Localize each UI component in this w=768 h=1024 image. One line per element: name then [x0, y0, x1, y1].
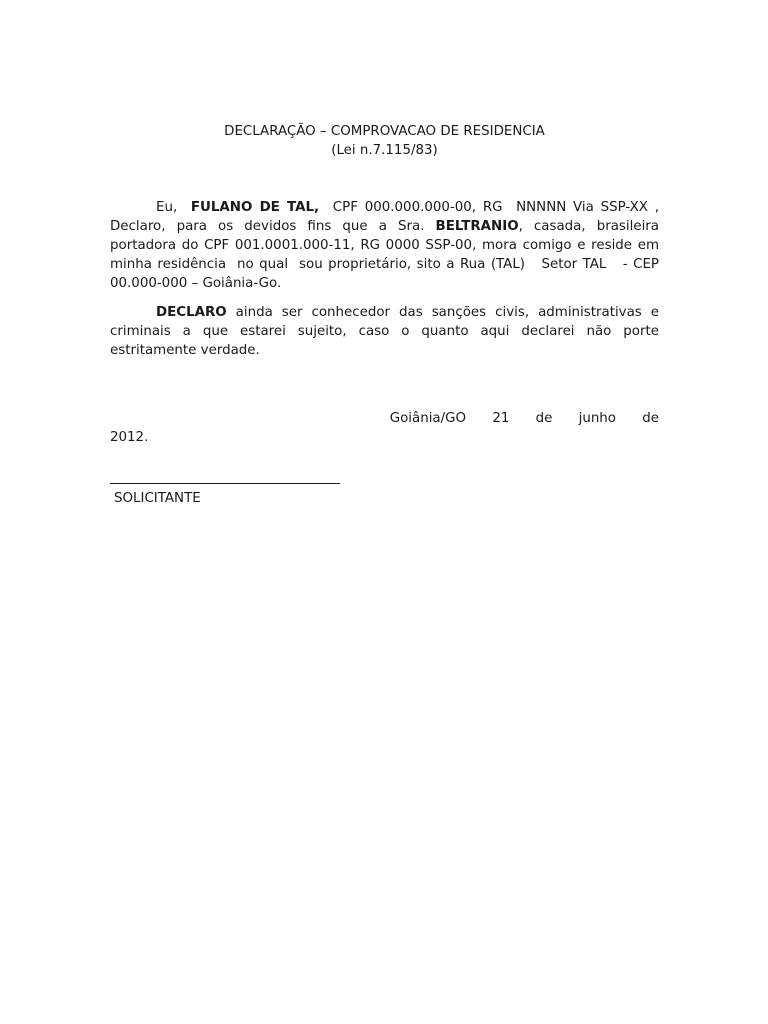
declaration-text-part2: CPF 000.000.000-00, RG NNNNN Via SSP-XX , Declaro, para os devidos fins que a Sra. — [110, 200, 664, 234]
document-law-reference: (Lei n.7.115/83) — [331, 143, 438, 158]
sanctions-text: ainda ser conhecedor das sanções civis, administrativas e criminais a que estarei sujeito, caso o quanto aqui declarei não porte estritamente verdade. — [110, 305, 659, 358]
signature-line — [110, 483, 340, 484]
document-page — [110, 122, 664, 508]
sanctions-paragraph — [110, 303, 659, 360]
declaration-paragraph — [110, 198, 664, 293]
date-line-2: 2012. — [110, 430, 149, 445]
date-block — [110, 409, 659, 447]
document-title: DECLARAÇÃO – COMPROVACAO DE RESIDENCIA — [224, 124, 545, 139]
declaration-text-part3: , casada, brasileira portadora do CPF 001.0001.000-11, RG 0000 SSP-00, mora comigo e reside em minha residência no qual sou proprietário, sito a Rua (TAL) Setor TAL - CEP 00.000-000 – Goiânia-Go. — [110, 219, 664, 291]
declarant-name: FULANO DE TAL, — [190, 200, 320, 215]
declaro-keyword: DECLARO — [156, 305, 227, 320]
date-line-1: Goiânia/GO 21 de junho de — [389, 411, 659, 426]
resident-name: BELTRANIO — [435, 219, 519, 234]
declaration-prefix: Eu, — [156, 200, 191, 215]
signature-label: SOLICITANTE — [114, 491, 201, 506]
